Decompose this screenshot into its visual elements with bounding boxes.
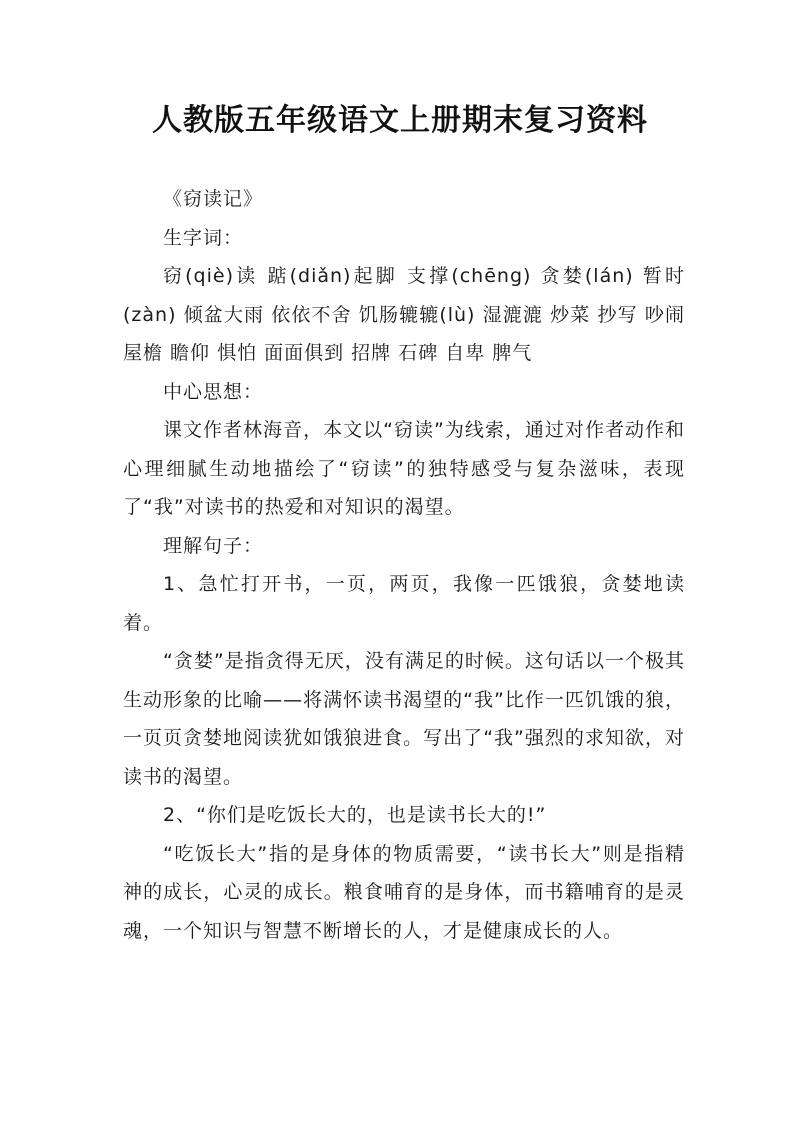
document-body xyxy=(123,180,685,950)
sentence-understanding-heading: 理解句子： xyxy=(163,534,264,557)
vocabulary-list: 窃(qiè)读 踮(diǎn)起脚 支撑(chēng) 贪婪(lán) 暂时(zàn) 倾盆大雨 依依不舍 饥肠辘辘(lù) 湿漉漉 炒菜 抄写 吵闹 屋檐 瞻仰 惧怕 面面俱到 招牌 石碑 自卑 脾气 xyxy=(123,265,685,364)
main-idea-text: 课文作者林海音，本文以“窃读”为线索，通过对作者动作和心理细腻生动地描绘了“窃读”的独特感受与复杂滋味，表现了“我”对读书的热爱和对知识的渴望。 xyxy=(123,419,685,518)
lesson-heading: 《窃读记》 xyxy=(163,188,264,210)
sentence-2-explanation: “吃饭长大”指的是身体的物质需要，“读书长大”则是指精神的成长，心灵的成长。粮食哺育的是身体，而书籍哺育的是灵魂，一个知识与智慧不断增长的人，才是健康成长的人。 xyxy=(123,842,685,942)
sentence-1-explanation: “贪婪”是指贪得无厌，没有满足的时候。这句话以一个极其生动形象的比喻——将满怀读书渴望的“我”比作一匹饥饿的狼，一页页贪婪地阅读犹如饿狼进食。写出了“我”强烈的求知欲，对读书的渴望。 xyxy=(123,650,685,788)
sentence-1: 1、急忙打开书，一页，两页，我像一匹饿狼，贪婪地读着。 xyxy=(123,573,685,634)
main-idea-heading: 中心思想： xyxy=(163,380,264,403)
vocabulary-heading: 生字词： xyxy=(163,226,244,249)
sentence-2: 2、“你们是吃饭长大的，也是读书长大的!” xyxy=(163,804,547,826)
document-title: 人教版五年级语文上册期末复习资料 xyxy=(152,103,648,138)
